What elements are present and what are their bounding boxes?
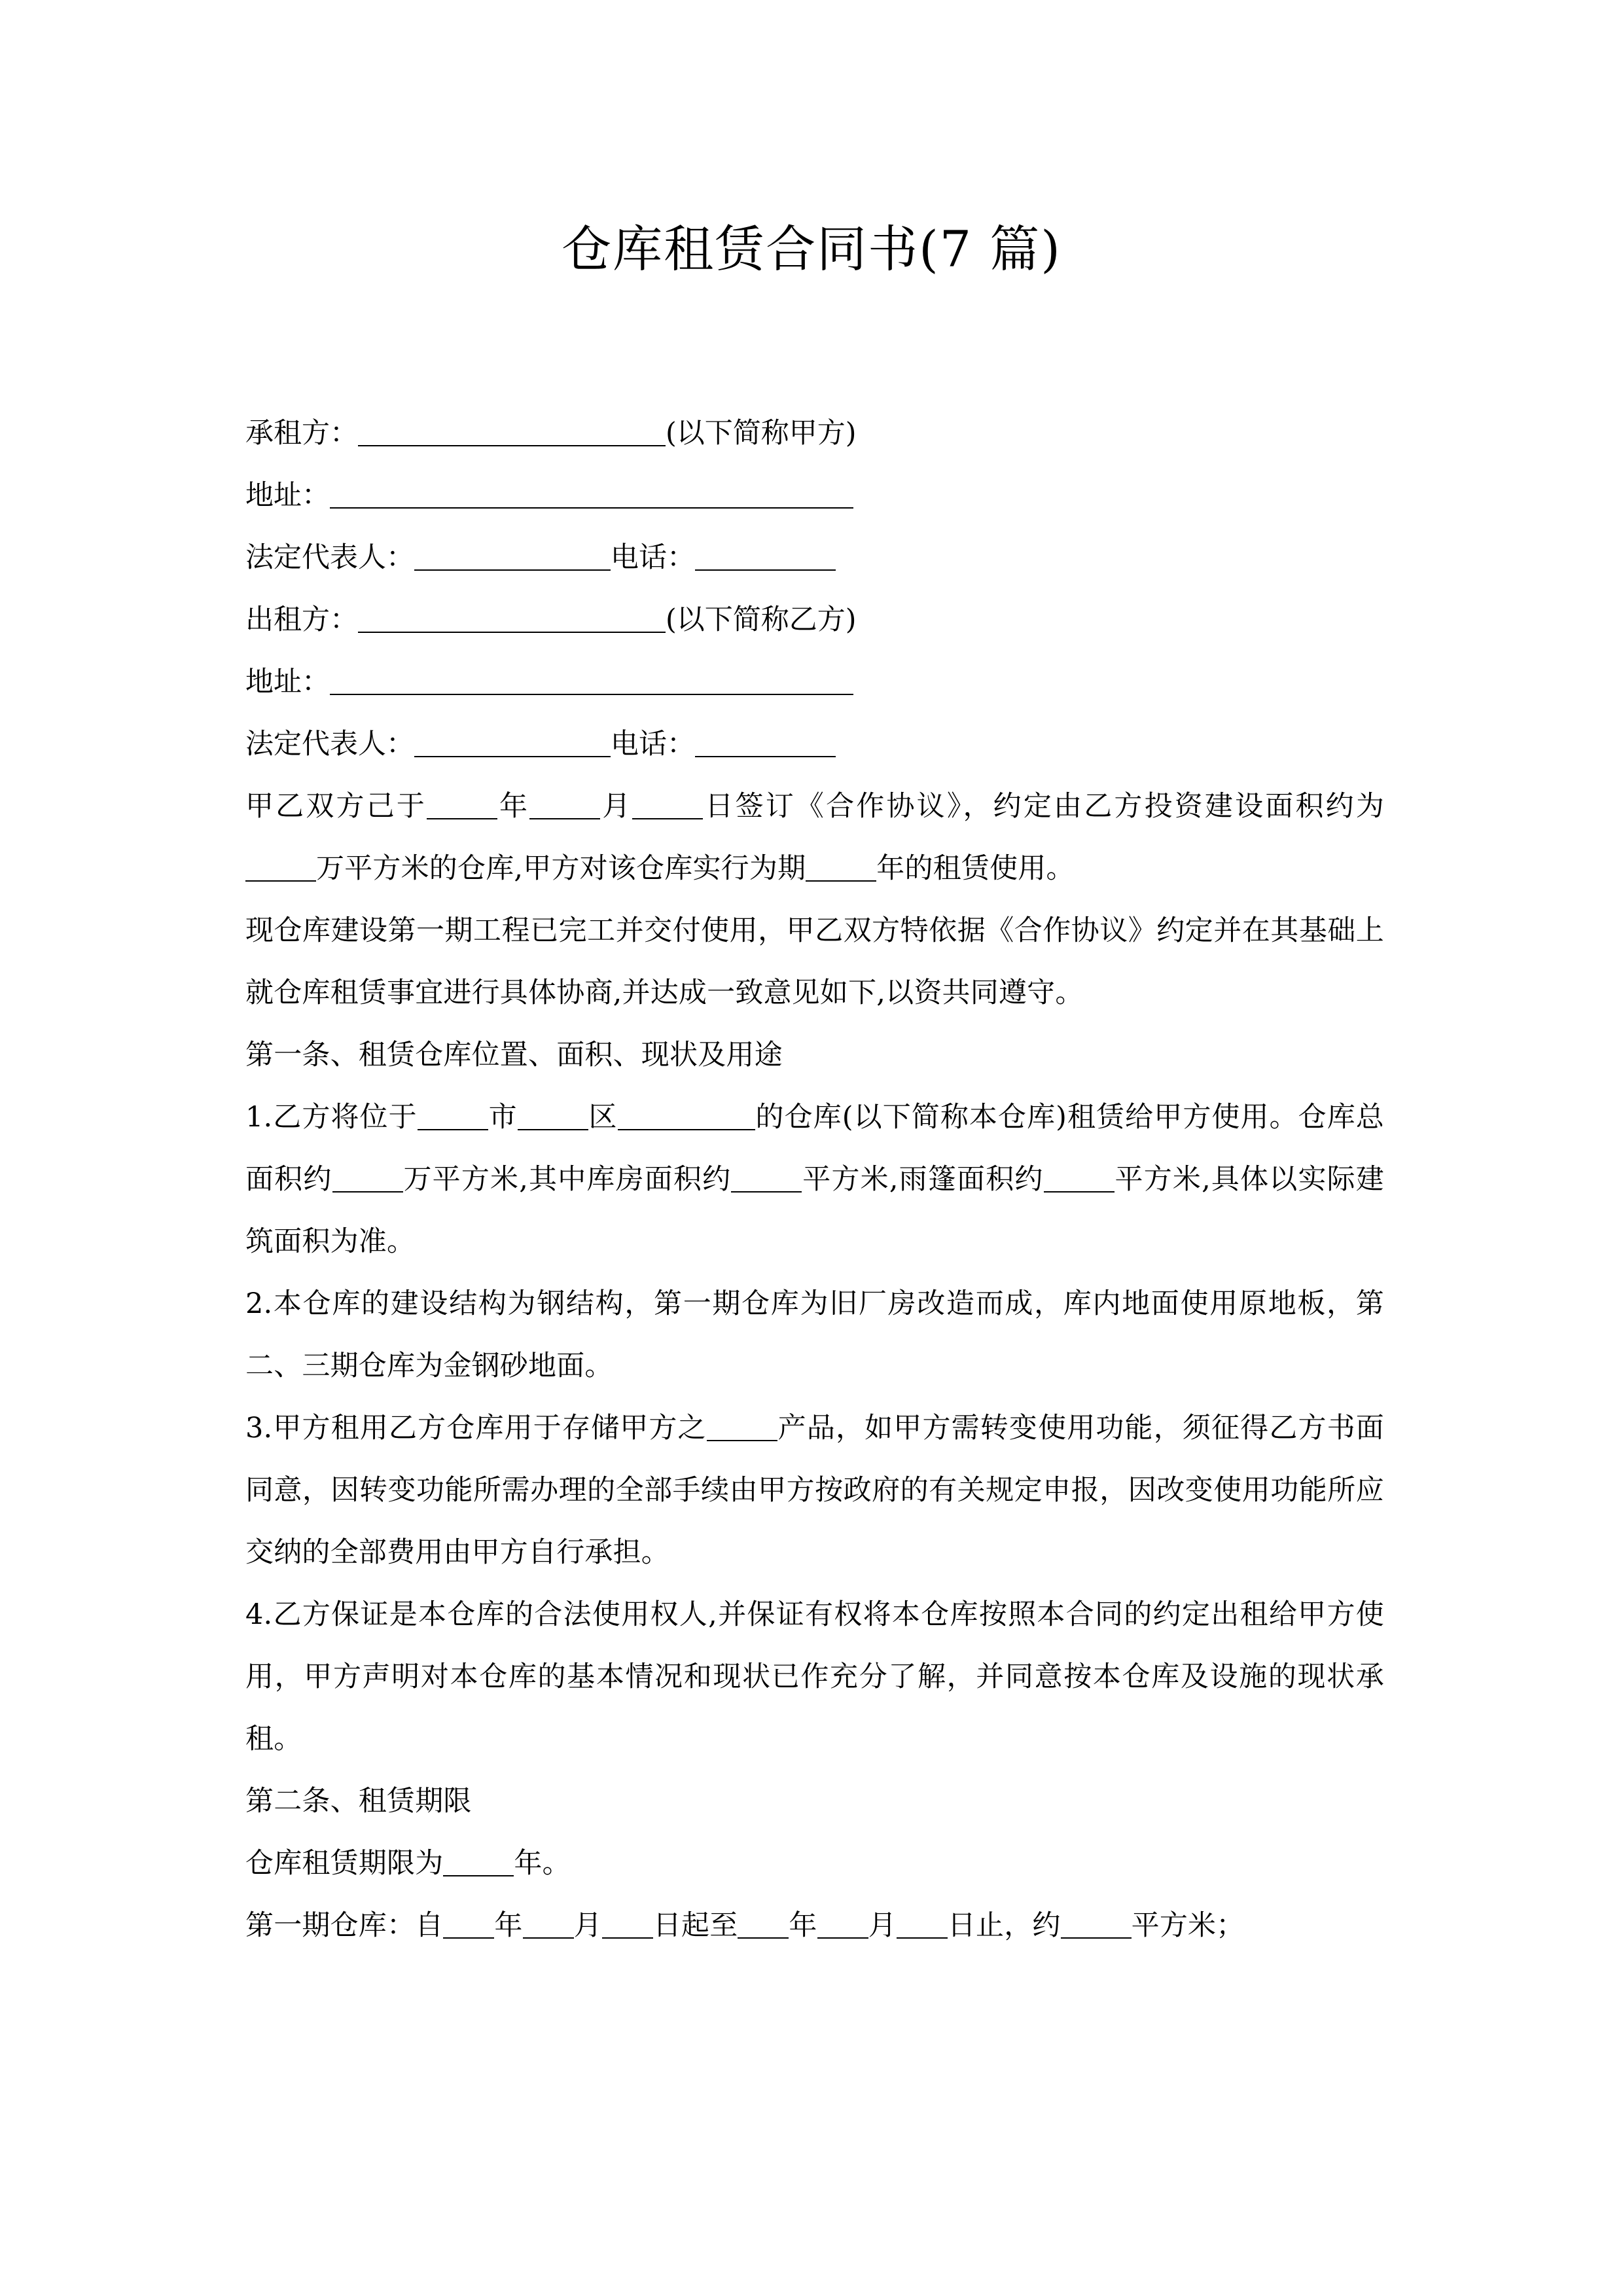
tenant-phone-blank[interactable] [695,547,836,571]
tenant-row [245,403,1384,465]
a1i3-product-blank[interactable] [707,1418,777,1441]
a1i1-seg-1: 1.乙方将位于 [245,1101,418,1134]
a1i1-location-blank[interactable] [618,1107,755,1130]
a1i1-seg-4: 的仓库(以下简称本仓库)租赁给甲方使用。仓库总面积约 [245,1101,1385,1196]
landlord-address-label: 地址： [245,666,330,698]
preamble-seg-3: 月 [600,790,633,823]
preamble-year-blank[interactable] [427,796,497,819]
tenant-rep-blank[interactable] [414,547,611,571]
article-2-heading: 第二条、租赁期限 [245,1785,472,1818]
article-1-item-1 [245,1086,1384,1273]
preamble-term-blank[interactable] [806,858,876,882]
a2i1-years-blank[interactable] [443,1853,514,1876]
a1i1-warehouse-area-blank[interactable] [731,1169,802,1193]
a2i2-area-blank[interactable] [1061,1915,1132,1939]
a2i2-end-month-blank[interactable] [817,1915,868,1939]
landlord-rep-row [245,713,1384,776]
a2i2-start-year-blank[interactable] [443,1915,494,1939]
a2i2-seg-4: 日起至 [652,1909,738,1942]
a1i3-seg-1: 3.甲方租用乙方仓库用于存储甲方之 [245,1412,707,1444]
page-title: 仓库租赁合同书(7 篇) [562,219,1061,278]
a1i1-city-blank[interactable] [418,1107,488,1130]
a2i2-seg-7: 日止，约 [947,1909,1061,1942]
landlord-phone-blank[interactable] [695,734,836,757]
a1i1-seg-6: 平方米,雨篷面积约 [802,1163,1044,1196]
preamble-day-blank[interactable] [632,796,703,819]
a1i1-district-blank[interactable] [518,1107,588,1130]
a2i2-start-day-blank[interactable] [602,1915,653,1939]
a1i1-seg-3: 区 [588,1101,618,1134]
landlord-address-blank[interactable] [330,672,853,695]
a2i2-end-year-blank[interactable] [738,1915,789,1939]
a2i2-seg-3: 月 [573,1909,602,1942]
preamble-paragraph-2: 现仓库建设第一期工程已完工并交付使用，甲乙双方特依据《合作协议》约定并在其基础上就仓库租赁事宜进行具体协商,并达成一致意见如下,以资共同遵守。 [245,914,1384,1009]
landlord-rep-blank[interactable] [414,734,611,757]
preamble-seg-2: 年 [497,790,530,823]
tenant-label: 承租方： [245,417,358,450]
landlord-suffix: (以下简称乙方) [666,603,857,636]
preamble-month-blank[interactable] [529,796,600,819]
article-1-item-2: 2.本仓库的建设结构为钢结构，第一期仓库为旧厂房改造而成，库内地面使用原地板，第二、三期仓库为金钢砂地面。 [245,1287,1384,1382]
a1i1-canopy-area-blank[interactable] [1044,1169,1115,1193]
tenant-address-row [245,465,1384,527]
landlord-address-row [245,651,1384,713]
article-2-item-2 [245,1895,1384,1957]
preamble-seg-4: 日签订《合作协议》，约定由乙方投资建设面积约为 [703,790,1385,823]
landlord-name-blank[interactable] [358,609,666,633]
article-1-heading: 第一条、租赁仓库位置、面积、现状及用途 [245,1039,783,1071]
a1i3-seg-2: 产品，如甲方需转变使用功能，须征得乙方书面同意，因转变功能所需办理的全部手续由甲方按政府的有关规定申报，因改变使用功能所应交纳的全部费用由甲方自行承担。 [245,1412,1384,1569]
a2i2-seg-8: 平方米； [1131,1909,1245,1942]
article-1-item-3 [245,1397,1384,1584]
a1i1-total-area-blank[interactable] [332,1169,403,1193]
a2i2-start-month-blank[interactable] [523,1915,574,1939]
a1i1-seg-2: 市 [488,1101,518,1134]
preamble-seg-5: 万平方米的仓库,甲方对该仓库实行为期 [316,852,806,885]
tenant-address-blank[interactable] [330,485,853,509]
a2i2-seg-6: 月 [868,1909,897,1942]
article-1-item-4: 4.乙方保证是本仓库的合法使用权人,并保证有权将本仓库按照本合同的约定出租给甲方使用，甲方声明对本仓库的基本情况和现状已作充分了解，并同意按本仓库及设施的现状承租。 [245,1598,1384,1755]
preamble-seg-1: 甲乙双方己于 [245,790,427,823]
a2i2-seg-1: 第一期仓库：自 [245,1909,444,1942]
document-body [245,403,1384,1957]
a1i1-seg-7: 平方米,具体以实际建筑面积为准。 [245,1163,1385,1258]
a2i1-seg-2: 年。 [514,1847,571,1880]
landlord-row [245,589,1384,651]
a2i1-seg-1: 仓库租赁期限为 [245,1847,444,1880]
preamble-paragraph-1 [245,776,1384,900]
tenant-suffix: (以下简称甲方) [666,417,857,450]
tenant-name-blank[interactable] [358,423,666,446]
landlord-label: 出租方： [245,603,358,636]
article-2-item-1 [245,1833,1384,1895]
a1i1-seg-5: 万平方米,其中库房面积约 [402,1163,732,1196]
tenant-phone-label: 电话： [611,541,695,574]
landlord-rep-label: 法定代表人： [245,728,414,761]
a2i2-seg-2: 年 [494,1909,523,1942]
tenant-address-label: 地址： [245,479,330,512]
preamble-seg-6: 年的租赁使用。 [876,852,1075,885]
tenant-rep-row [245,527,1384,589]
a2i2-seg-5: 年 [789,1909,817,1942]
preamble-area-blank[interactable] [245,858,316,882]
landlord-phone-label: 电话： [611,728,695,761]
tenant-rep-label: 法定代表人： [245,541,414,574]
a2i2-end-day-blank[interactable] [897,1915,948,1939]
